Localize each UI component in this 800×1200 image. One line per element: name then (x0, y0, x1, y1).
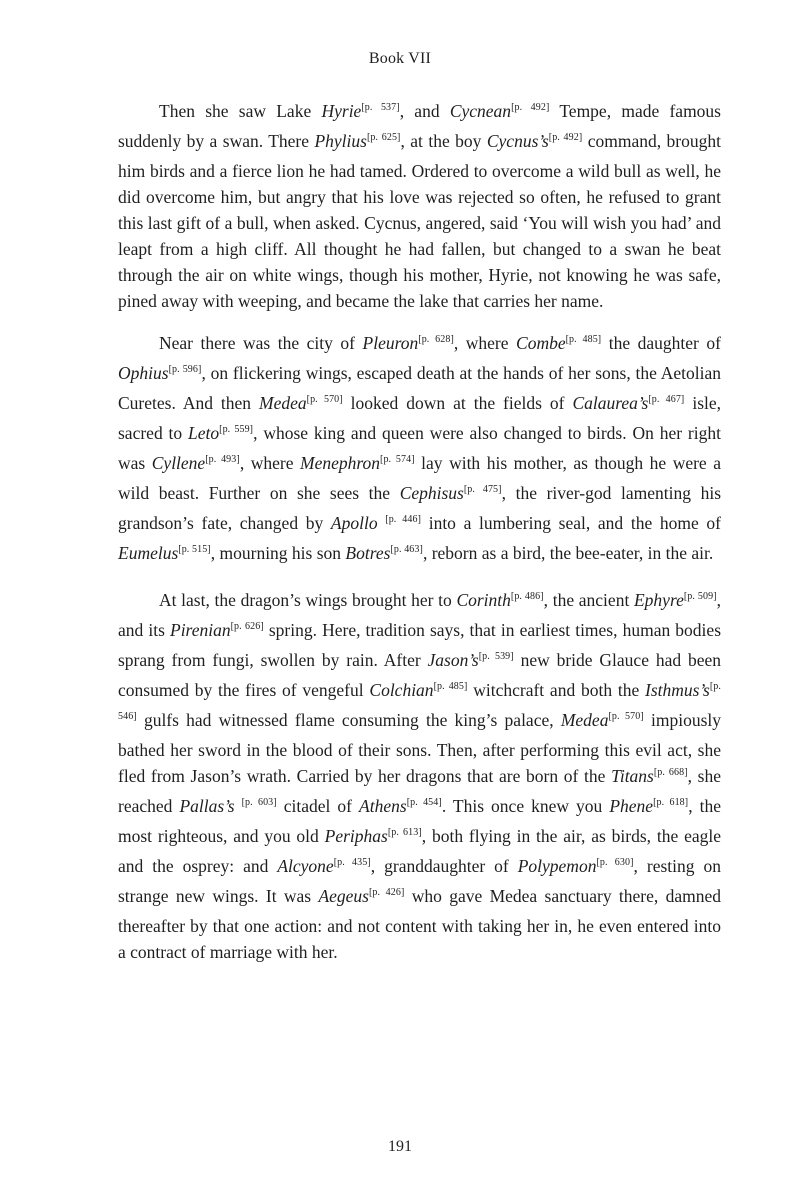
text-run: looked down at the fields of (342, 393, 573, 413)
page-reference: [p. 574] (380, 454, 415, 465)
proper-name: Pirenian (170, 620, 231, 640)
page-reference: [p. 454] (406, 797, 442, 808)
page-reference: [p. 475] (463, 484, 502, 495)
page-reference: [p. 492] (511, 102, 550, 113)
paragraph (118, 330, 721, 570)
page-reference: [p. 486] (510, 591, 544, 602)
proper-name: Ephyre (633, 590, 684, 610)
text-run: , resting on strange new wings. It was (118, 856, 721, 906)
proper-name: Phene (609, 796, 654, 816)
page-reference: [p. 596] (168, 364, 202, 375)
text-run: , the ancient (543, 590, 634, 610)
text-run: new bride Glauce had been consumed by the fires of vengeful (118, 650, 721, 700)
page-reference: [p. 626] (230, 621, 264, 632)
text-run: the daughter of (601, 333, 721, 353)
page-reference: [p. 492] (548, 132, 583, 143)
page-reference: [p. 559] (219, 424, 254, 435)
proper-name: Jason’s (427, 650, 479, 670)
proper-name: Aegeus (318, 886, 369, 906)
text-run: Then she saw Lake (159, 101, 322, 121)
page-reference: [p. 426] (369, 887, 405, 898)
page-reference: [p. 603] (241, 797, 277, 808)
proper-name: Medea (259, 393, 307, 413)
text-run: , and (399, 101, 450, 121)
proper-name: Cyllene (151, 453, 206, 473)
text-run: , where (453, 333, 517, 353)
text-run: citadel of (276, 796, 360, 816)
text-run: , on flickering wings, escaped death at the hands of her sons, the Aetolian Curetes. And then (118, 363, 721, 413)
proper-name: Titans (611, 766, 654, 786)
proper-name: Cephisus (399, 483, 464, 503)
text-run: isle, sacred to (118, 393, 722, 443)
page-reference: [p. 493] (205, 454, 240, 465)
page-reference: [p. 515] (178, 544, 211, 555)
page-reference: [p. 485] (565, 334, 602, 345)
proper-name: Combe (516, 333, 566, 353)
page-reference: [p. 539] (478, 651, 514, 662)
proper-name: Calaurea’s (572, 393, 649, 413)
proper-name: Colchian (369, 680, 434, 700)
text-run: witchcraft and both the (467, 680, 646, 700)
paragraph (118, 587, 721, 965)
proper-name: Cycnean (449, 101, 512, 121)
proper-name: Hyrie (321, 101, 362, 121)
page-reference: [p. 446] (385, 514, 422, 525)
page-reference: [p. 546] (118, 681, 721, 722)
paragraph (118, 98, 721, 314)
proper-name: Alcyone (277, 856, 334, 876)
text-run: , whose king and queen were also changed to birds. On her right was (118, 423, 721, 473)
proper-name: Corinth (456, 590, 511, 610)
page-number: 191 (388, 1138, 412, 1155)
text-run: into a lumbering seal, and the home of (421, 513, 722, 533)
proper-name: Pallas’s (179, 796, 235, 816)
page-reference: [p. 570] (608, 711, 644, 722)
text-run: gulfs had witnessed flame consuming the king’s palace, (136, 710, 561, 730)
proper-name: Athens (359, 796, 407, 816)
proper-name: Leto (188, 423, 220, 443)
proper-name: Cycnus’s (486, 131, 549, 151)
page-reference: [p. 630] (596, 857, 634, 868)
text-run: At last, the dragon’s wings brought her to (159, 590, 457, 610)
text-run: , reborn as a bird, the bee-eater, in the air. (422, 543, 714, 563)
proper-name: Phylius (314, 131, 367, 151)
proper-name: Pleuron (362, 333, 419, 353)
text-run: , she reached (118, 766, 722, 816)
text-run: Tempe, made famous suddenly by a swan. There (118, 101, 721, 151)
page-reference: [p. 467] (648, 394, 685, 405)
text-run: , the most righteous, and you old (118, 796, 721, 846)
page-reference: [p. 618] (653, 797, 689, 808)
proper-name: Eumelus (118, 543, 179, 563)
text-run: lay with his mother, as though he were a wild beast. Further on she sees the (118, 453, 721, 503)
text-run: , the river-god lamenting his grandson’s fate, changed by (118, 483, 722, 533)
text-run: , both flying in the air, as birds, the eagle and the osprey: and (118, 826, 721, 876)
page-reference: [p. 613] (387, 827, 422, 838)
text-run: spring. Here, tradition says, that in earliest times, human bodies sprang from fungi, swollen by rain. After (118, 620, 722, 670)
text-run: , and its (118, 590, 722, 640)
proper-name: Apollo (330, 513, 378, 533)
page-reference: [p. 435] (333, 857, 371, 868)
text-run: Near there was the city of (159, 333, 363, 353)
page-reference: [p. 509] (683, 591, 717, 602)
text-run: command, brought him birds and a fierce lion he had tamed. Ordered to overcome a wild bull as well, he did overcome him, but angry that his love was rejected so often, he refused to grant this last gift of a bull, when asked. Cycnus, angered, said ‘You will wish you had’ and leapt from a high cliff. All thought he had fallen, but changed to a swan he beat through the air on white wings, though his mother, Hyrie, not knowing he was safe, pined away with weeping, and became the lake that carries her name. (118, 131, 721, 311)
page-reference: [p. 537] (361, 102, 400, 113)
text-run: , where (239, 453, 300, 473)
page-reference: [p. 485] (433, 681, 468, 692)
page-reference: [p. 463] (390, 544, 423, 555)
text-run: , at the boy (400, 131, 487, 151)
page-reference: [p. 625] (366, 132, 401, 143)
text-run: impiously bathed her sword in the blood of their sons. Then, after performing this evil act, she fled from Jason’s wrath. Carried by her dragons that are born of the (118, 710, 721, 786)
text-run: who gave Medea sanctuary there, damned thereafter by that one action: and not content with taking her in, he even entered into a contract of marriage with her. (118, 886, 721, 962)
body-text (118, 98, 721, 981)
proper-name: Botres (345, 543, 391, 563)
proper-name: Menephron (300, 453, 381, 473)
proper-name: Polypemon (517, 856, 597, 876)
page-reference: [p. 668] (653, 767, 688, 778)
text-run: , granddaughter of (370, 856, 518, 876)
text-run (235, 796, 242, 816)
text-run: , mourning his son (210, 543, 346, 563)
text-run: . This once knew you (441, 796, 610, 816)
proper-name: Periphas (324, 826, 388, 846)
proper-name: Medea (560, 710, 609, 730)
running-header: Book VII (368, 50, 432, 67)
page-reference: [p. 628] (418, 334, 454, 345)
page-reference: [p. 570] (306, 394, 343, 405)
proper-name: Isthmus’s (645, 680, 710, 700)
proper-name: Ophius (118, 363, 169, 383)
